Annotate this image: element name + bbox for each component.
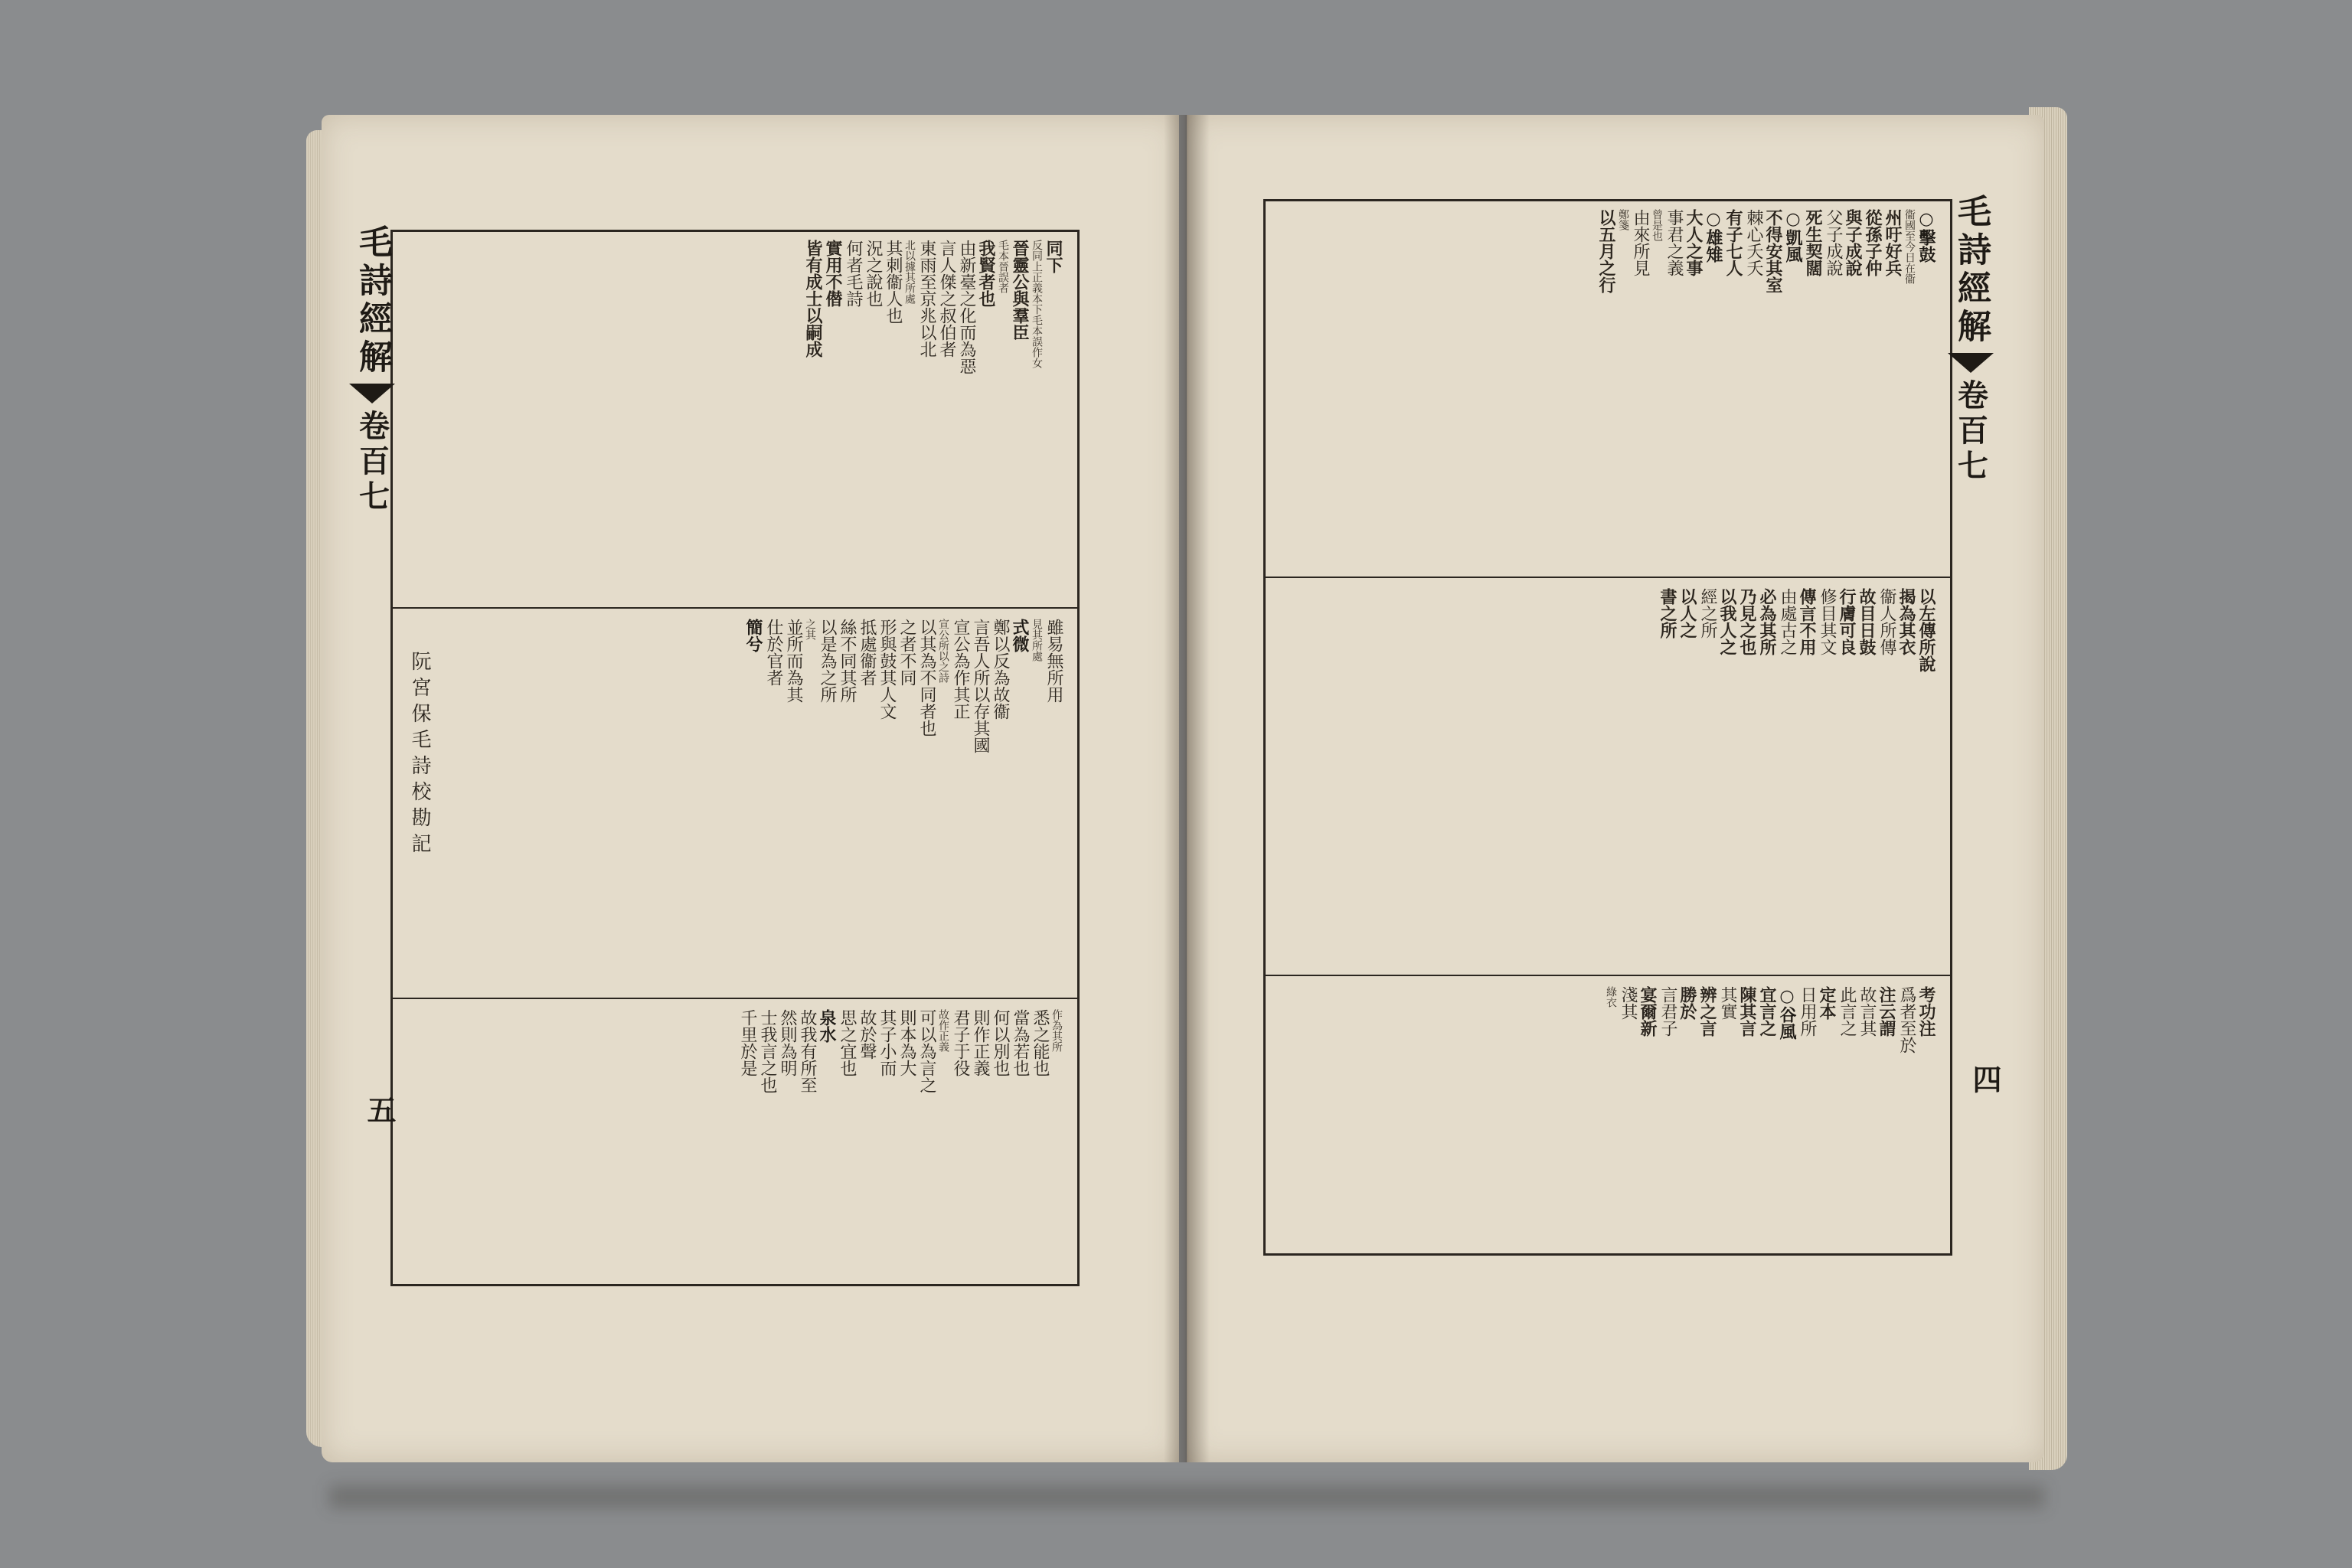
text-column: 辨之言 [1697, 986, 1717, 1037]
text-column: 君子于役 [951, 1009, 970, 1076]
right-register-3 [1281, 986, 1935, 1246]
text-column: 同下 [1044, 240, 1063, 273]
text-column: 其實 [1718, 986, 1737, 1020]
text-column: 雖易無所用 [1044, 619, 1063, 703]
open-book [306, 84, 2067, 1508]
text-column: 衞人所傳 [1877, 588, 1896, 655]
book-gutter [1164, 115, 1210, 1462]
text-column: 爲者至於 [1897, 986, 1916, 1054]
text-column: 毛本晉誤者 [997, 240, 1009, 293]
text-column: 以左傳所說 [1916, 588, 1936, 672]
text-column: 棘心夭夭 [1744, 209, 1763, 276]
text-column: 陳其言 [1737, 986, 1757, 1037]
left-register-3 [408, 1009, 1062, 1277]
text-column: 思之宜也 [838, 1009, 857, 1076]
section-heading: ○谷風 [1777, 986, 1797, 1040]
text-column: 皆有成士以嗣成 [803, 240, 823, 358]
text-column: 由新臺之化而為惡 [957, 240, 976, 374]
text-column: 言吾人所以存其國 [971, 619, 990, 753]
text-column: 經之所 [1698, 588, 1717, 639]
text-column: 修目其文 [1818, 588, 1837, 655]
text-column: 故我有所至 [798, 1009, 817, 1093]
text-column: 鄭箋 [1617, 209, 1629, 230]
text-column: 宣公所以之詩 [937, 619, 949, 683]
page-number: 四 [1968, 1064, 2002, 1093]
left-register-2 [408, 619, 1062, 986]
text-column: 與子成說 [1843, 209, 1863, 276]
text-column: 此言之 [1838, 986, 1857, 1037]
text-column: 作為其所 [1050, 1009, 1063, 1052]
text-column: 故作正義 [937, 1009, 949, 1052]
text-column: 可以為言之 [917, 1009, 936, 1093]
text-column: 由來所見 [1631, 209, 1650, 276]
book-title: 毛詩經解 [353, 224, 392, 377]
text-column: 北以據其所處 [903, 240, 916, 304]
section-heading: ○凱風 [1783, 209, 1803, 263]
text-column: 宣公為作其正 [951, 619, 970, 720]
text-column: 乃見之也 [1737, 588, 1757, 655]
register-divider [1266, 577, 1950, 578]
text-column: 以五月之行 [1596, 209, 1616, 293]
text-column: 傳言不用 [1797, 588, 1817, 655]
right-register-2 [1281, 588, 1935, 963]
section-heading: ○雄雉 [1704, 209, 1723, 263]
text-column: 則作正義 [971, 1009, 990, 1076]
text-column: 宴爾新 [1638, 986, 1658, 1037]
text-column: 定本 [1817, 986, 1837, 1020]
text-column: 何以別也 [991, 1009, 1010, 1076]
text-column: 宜言之 [1757, 986, 1777, 1037]
text-column: 事君之義 [1664, 209, 1684, 276]
text-column: 注云謂 [1877, 986, 1896, 1037]
text-column: 不得安其室 [1763, 209, 1783, 293]
text-column: 並所而為其 [784, 619, 803, 703]
section-heading: 泉水 [817, 1009, 837, 1043]
text-column: 言君子 [1658, 986, 1677, 1037]
fishtail-ornament [349, 384, 395, 403]
page-number: 五 [362, 1095, 397, 1124]
text-column: 之其 [804, 619, 816, 640]
right-header-band [1944, 194, 1998, 1253]
text-column: 見其所處 [1031, 619, 1043, 662]
text-column: 鄭以反為故衞 [991, 619, 1010, 720]
text-column: 何者毛詩 [844, 240, 863, 307]
text-column: 大人之事 [1684, 209, 1704, 276]
text-column: 以我人之 [1717, 588, 1737, 655]
text-column: 然則為明 [778, 1009, 797, 1076]
text-column: 絲不同其所 [838, 619, 857, 703]
text-column: 實用不僣 [823, 240, 843, 307]
text-column: 考功注 [1916, 986, 1936, 1037]
right-page [1187, 115, 2044, 1462]
text-column: 由處古之 [1778, 588, 1797, 655]
text-column: 千里於是 [738, 1009, 757, 1076]
text-column: 況之說也 [864, 240, 883, 307]
register-divider [1266, 975, 1950, 976]
text-column: 故言其 [1857, 986, 1877, 1037]
text-column: 書之所 [1658, 588, 1677, 639]
text-column: 當為若也 [1011, 1009, 1030, 1076]
text-column: 衞國至今日在衞 [1903, 209, 1916, 284]
left-header-band [345, 224, 399, 1284]
text-column: 必為其所 [1757, 588, 1777, 655]
section-heading: ○擊鼓 [1916, 209, 1936, 263]
book-title: 毛詩經解 [1952, 194, 1991, 347]
text-column: 形與鼓其人文 [877, 619, 897, 720]
text-column: 有子七人 [1723, 209, 1743, 276]
text-column: 從孫子仲 [1863, 209, 1883, 276]
text-column: 以是為之所 [818, 619, 837, 703]
text-column: 仕於官者 [764, 619, 783, 686]
fishtail-ornament [1948, 353, 1994, 373]
text-column: 其子小而 [877, 1009, 897, 1076]
volume-label: 卷百七 [354, 410, 390, 515]
text-column: 淺其 [1619, 986, 1638, 1020]
text-column: 揭為其衣 [1896, 588, 1916, 655]
text-column: 抵處衞者 [858, 619, 877, 686]
text-column: 故目日鼓 [1857, 588, 1877, 655]
text-column: 故於聲 [858, 1009, 877, 1060]
text-column: 勝於 [1677, 986, 1697, 1020]
volume-label: 卷百七 [1952, 379, 1989, 485]
book-shadow [329, 1485, 2044, 1508]
text-column: 之者不同 [897, 619, 916, 686]
text-column: 士我言之也 [758, 1009, 777, 1093]
right-page-frame [1263, 194, 1991, 1256]
text-column: 州吁好兵 [1883, 209, 1903, 276]
register-divider [393, 998, 1077, 999]
section-heading: 簡兮 [743, 619, 763, 652]
text-column: 行膚可良 [1837, 588, 1857, 655]
text-column: 反同上正義本下毛本誤作女 [1031, 240, 1043, 368]
text-column: 父子成說 [1824, 209, 1843, 276]
text-column: 其刺衞人也 [884, 240, 903, 324]
text-column: 東雨至京兆以北 [917, 240, 936, 358]
left-page-frame [353, 224, 1080, 1286]
text-column: 以其為不同者也 [917, 619, 936, 737]
text-column: 言人傑之叔伯者 [937, 240, 956, 358]
text-column: 悉之能也 [1031, 1009, 1050, 1076]
text-column: 死生契闊 [1803, 209, 1823, 276]
text-column: 日用所 [1798, 986, 1817, 1037]
text-column: 晉靈公與羣臣 [1010, 240, 1030, 341]
text-column: 則本為大 [897, 1009, 916, 1076]
collation-note: 阮宮保毛詩校勘記 [408, 651, 431, 859]
left-register-1 [408, 240, 1062, 599]
left-page [322, 115, 1179, 1462]
text-column: 以人之 [1677, 588, 1697, 639]
right-register-1 [1281, 209, 1935, 569]
text-column: 我賢者也 [976, 240, 996, 307]
register-divider [393, 607, 1077, 609]
section-heading: 式微 [1010, 619, 1030, 652]
text-column: 曾是也 [1651, 209, 1663, 241]
text-column: 綠衣 [1605, 986, 1617, 1008]
